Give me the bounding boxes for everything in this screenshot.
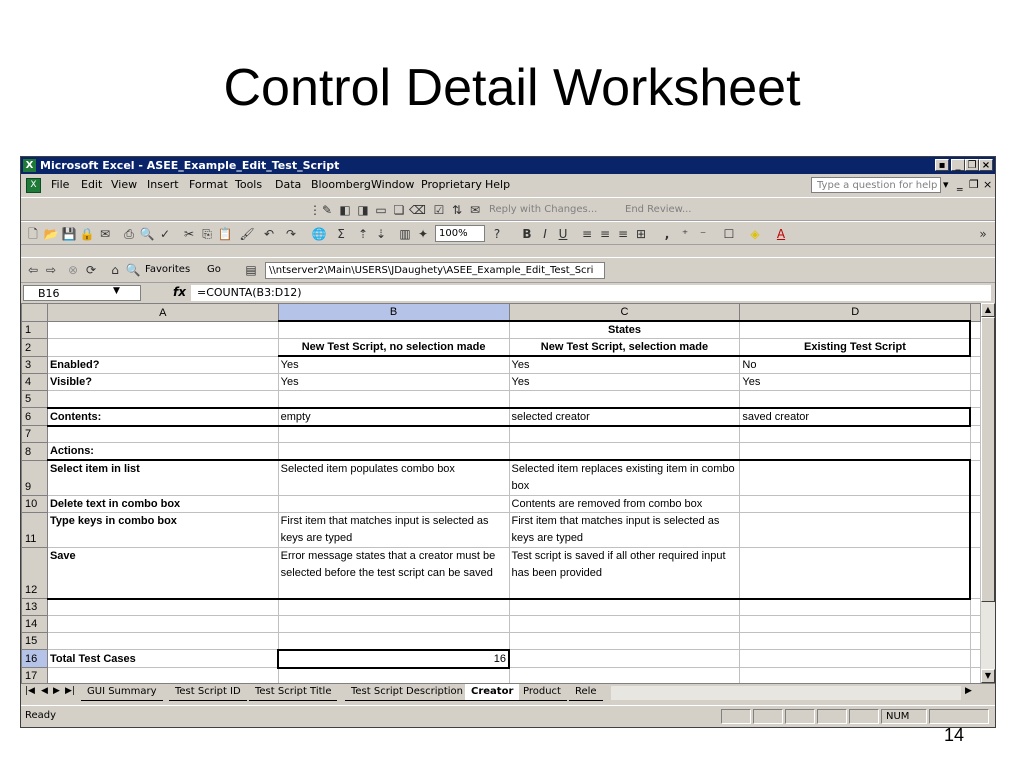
bold-icon[interactable]: B [522, 227, 532, 241]
help-dropdown-icon[interactable]: ▾ [943, 178, 949, 191]
cell-d11[interactable] [740, 513, 971, 548]
cell-e10[interactable] [970, 496, 980, 513]
end-review-button[interactable]: End Review... [625, 204, 692, 215]
cell-c15[interactable] [509, 633, 740, 650]
table-row [22, 391, 981, 408]
cell-c16[interactable] [509, 650, 740, 668]
scroll-down-icon[interactable]: ▼ [981, 669, 995, 683]
name-box[interactable]: B16 [23, 285, 141, 301]
status-indicator-3 [785, 709, 815, 724]
workbook-icon[interactable]: X [26, 178, 41, 193]
cell-a4[interactable]: Visible? [47, 374, 278, 391]
align-left-icon[interactable]: ≡ [581, 227, 593, 241]
cell-c10[interactable]: Contents are removed from combo box [509, 496, 740, 513]
toolbar-options-icon[interactable]: » [979, 227, 987, 241]
open-icon[interactable]: 📂 [43, 227, 59, 241]
minimize-icon[interactable]: _ [951, 159, 965, 171]
cell-e1[interactable] [970, 321, 980, 339]
fill-color-icon[interactable]: ◈ [750, 227, 760, 241]
cell-e13[interactable] [970, 599, 980, 616]
format-painter-icon[interactable]: 🖌 [239, 227, 255, 241]
cell-b3[interactable]: Yes [278, 356, 509, 374]
cell-e11[interactable] [970, 513, 980, 548]
status-indicator-1 [721, 709, 751, 724]
sort-descending-icon[interactable]: ⇣ [375, 227, 387, 241]
row-header[interactable]: 14 [22, 616, 48, 633]
favorites-menu[interactable]: Favorites [145, 264, 191, 275]
table-row [22, 668, 981, 684]
status-indicator-5 [849, 709, 879, 724]
row-header[interactable]: 7 [22, 426, 48, 443]
address-field[interactable]: \\ntserver2\Main\USERS\JDaughety\ASEE_Example_Edit_Test_Scri [265, 262, 605, 279]
help-icon[interactable]: ? [493, 227, 501, 241]
save-icon[interactable]: 💾 [61, 227, 77, 241]
status-indicator-4 [817, 709, 847, 724]
table-row [22, 513, 981, 548]
cell-a14[interactable] [47, 616, 278, 633]
page-number: 14 [944, 725, 965, 745]
column-header-c[interactable]: C [509, 304, 740, 322]
standard-toolbar [21, 221, 995, 245]
cell-d17[interactable] [740, 668, 971, 684]
restore-icon[interactable]: ❐ [965, 159, 979, 171]
forward-icon[interactable]: ⇨ [45, 263, 57, 277]
search-web-icon[interactable]: 🔍 [125, 263, 141, 277]
menu-format[interactable]: Format [189, 178, 228, 191]
cell-c2[interactable]: New Test Script, selection made [509, 339, 740, 357]
cell-b8[interactable] [278, 443, 509, 461]
cell-a17[interactable] [47, 668, 278, 684]
permission-icon[interactable]: 🔒 [79, 227, 95, 241]
menu-insert[interactable]: Insert [147, 178, 179, 191]
menu-file[interactable]: File [51, 178, 70, 191]
toolbar-grip-icon: ⋮ [309, 203, 321, 217]
cell-c9[interactable]: Selected item replaces existing item in combo box [509, 460, 740, 496]
cell-e2[interactable] [970, 339, 980, 357]
cell-a2[interactable] [47, 339, 278, 357]
row-header[interactable]: 17 [22, 668, 48, 684]
cell-b6[interactable]: empty [278, 408, 509, 426]
cell-d8[interactable] [740, 443, 971, 461]
worksheet-grid [21, 303, 981, 683]
next-sheet-icon[interactable]: ▶ [53, 686, 60, 696]
table-row [22, 374, 981, 391]
column-header-b[interactable]: B [278, 304, 509, 322]
undo-icon[interactable]: ↶ [263, 227, 275, 241]
tab-gui-summary[interactable]: GUI Summary [81, 684, 163, 701]
email-icon[interactable]: ✉ [99, 227, 111, 241]
menu-window[interactable]: Window [371, 178, 415, 191]
select-all-corner[interactable] [22, 304, 48, 322]
web-toolbar [21, 257, 995, 283]
cell-b11[interactable]: First item that matches input is selected as keys are typed [278, 513, 509, 548]
cell-c12[interactable]: Test script is saved if all other required input has been provided [509, 548, 740, 599]
excel-app-icon[interactable]: X [23, 159, 36, 172]
new-icon[interactable]: 🗋 [28, 227, 38, 241]
chart-wizard-icon[interactable]: ▥ [399, 227, 411, 241]
track-changes-icon[interactable]: ☑ [433, 203, 445, 217]
close-icon[interactable]: × [979, 159, 993, 171]
slide-title: Control Detail Worksheet [223, 59, 801, 117]
prev-comment-icon[interactable]: ◧ [339, 203, 351, 217]
cell-c11[interactable]: First item that matches input is selected as keys are typed [509, 513, 740, 548]
cell-a15[interactable] [47, 633, 278, 650]
cell-b1[interactable] [278, 321, 509, 339]
menu-view[interactable]: View [111, 178, 138, 191]
print-preview-icon[interactable]: 🔍 [139, 227, 155, 241]
first-sheet-icon[interactable]: |◀ [25, 686, 35, 696]
cell-c8[interactable] [509, 443, 740, 461]
cell-e14[interactable] [970, 616, 980, 633]
new-comment-icon[interactable]: ✎ [321, 203, 333, 217]
show-only-web-toolbar-icon[interactable]: ▤ [245, 263, 257, 277]
table-row [22, 496, 981, 513]
cell-b15[interactable] [278, 633, 509, 650]
cell-e7[interactable] [970, 426, 980, 443]
row-header[interactable]: 11 [22, 513, 48, 548]
scroll-right-icon[interactable]: ▶ [965, 686, 972, 696]
menu-tools[interactable]: Tools [235, 178, 263, 191]
delete-comment-icon[interactable]: ⌫ [409, 203, 426, 217]
cell-c6[interactable]: selected creator [509, 408, 740, 426]
table-row [22, 443, 981, 461]
menu-help[interactable]: Help [485, 178, 511, 191]
align-right-icon[interactable]: ≡ [617, 227, 629, 241]
cell-b14[interactable] [278, 616, 509, 633]
menu-bar [21, 175, 995, 195]
row-header[interactable]: 6 [22, 408, 48, 426]
cell-d4[interactable]: Yes [740, 374, 971, 391]
help-question-input[interactable]: Type a question for help [811, 177, 941, 193]
cell-b10[interactable] [278, 496, 509, 513]
sheet-tab-bar [21, 683, 995, 702]
reply-with-changes-button[interactable]: Reply with Changes... [489, 204, 598, 215]
cell-d9[interactable] [740, 460, 971, 496]
align-center-icon[interactable]: ≡ [599, 227, 611, 241]
cell-a3[interactable]: Enabled? [47, 356, 278, 374]
status-indicator-2 [753, 709, 783, 724]
cell-e5[interactable] [970, 391, 980, 408]
cell-a12[interactable]: Save [47, 548, 278, 599]
cell-a10[interactable]: Delete text in combo box [47, 496, 278, 513]
tab-product[interactable]: Product [517, 684, 567, 701]
cell-e9[interactable] [970, 460, 980, 496]
cell-b16[interactable]: 16 [278, 650, 509, 668]
sheet-table [21, 303, 981, 683]
print-icon[interactable]: ⎙ [124, 227, 134, 241]
table-row [22, 599, 981, 616]
cell-a13[interactable] [47, 599, 278, 616]
table-row [22, 460, 981, 496]
status-ready: Ready [25, 710, 57, 721]
prev-sheet-icon[interactable]: ◀ [41, 686, 48, 696]
cell-b4[interactable]: Yes [278, 374, 509, 391]
row-header[interactable]: 13 [22, 599, 48, 616]
row-header[interactable]: 12 [22, 548, 48, 599]
merge-center-icon[interactable]: ⊞ [635, 227, 647, 241]
back-icon[interactable]: ⇦ [27, 263, 39, 277]
cell-c4[interactable]: Yes [509, 374, 740, 391]
column-header-e[interactable] [970, 304, 980, 322]
menu-bloomberg[interactable]: Bloomberg [311, 178, 371, 191]
drawing-icon[interactable]: ✦ [417, 227, 429, 241]
title-bar [21, 157, 995, 174]
vertical-scrollbar[interactable] [981, 303, 995, 683]
cell-c1[interactable]: States [509, 321, 740, 339]
update-file-icon[interactable]: ⇅ [451, 203, 463, 217]
decrease-decimal-icon[interactable]: ⁻ [699, 227, 707, 241]
cell-e3[interactable] [970, 356, 980, 374]
tab-test-script-title[interactable]: Test Script Title [249, 684, 337, 701]
tab-rele[interactable]: Rele [569, 684, 603, 701]
borders-icon[interactable]: ☐ [723, 227, 735, 241]
paste-icon[interactable]: 📋 [217, 227, 233, 241]
cell-d1[interactable] [740, 321, 971, 339]
autosum-icon[interactable]: Σ [337, 227, 345, 241]
cell-d5[interactable] [740, 391, 971, 408]
cell-a5[interactable] [47, 391, 278, 408]
cell-b2[interactable]: New Test Script, no selection made [278, 339, 509, 357]
show-all-comments-icon[interactable]: ❏ [393, 203, 405, 217]
status-num-lock: NUM [881, 709, 927, 724]
cell-d15[interactable] [740, 633, 971, 650]
cell-c3[interactable]: Yes [509, 356, 740, 374]
cut-icon[interactable]: ✂ [183, 227, 195, 241]
cell-b9[interactable]: Selected item populates combo box [278, 460, 509, 496]
table-row [22, 650, 981, 668]
menu-data[interactable]: Data [275, 178, 302, 191]
cell-c14[interactable] [509, 616, 740, 633]
menu-edit[interactable]: Edit [81, 178, 103, 191]
show-comment-icon[interactable]: ▭ [375, 203, 387, 217]
increase-decimal-icon[interactable]: ⁺ [681, 227, 689, 241]
row-header[interactable]: 9 [22, 460, 48, 496]
cell-a9[interactable]: Select item in list [47, 460, 278, 496]
cell-d2[interactable]: Existing Test Script [740, 339, 971, 357]
formula-bar [21, 283, 995, 303]
cell-a1[interactable] [47, 321, 278, 339]
table-row [22, 548, 981, 599]
go-menu[interactable]: Go [207, 264, 221, 275]
refresh-icon[interactable]: ⟳ [85, 263, 97, 277]
redo-icon[interactable]: ↷ [285, 227, 297, 241]
cell-c17[interactable] [509, 668, 740, 684]
row-header[interactable]: 16 [22, 650, 48, 668]
stop-icon[interactable]: ⊗ [67, 263, 79, 277]
cell-b13[interactable] [278, 599, 509, 616]
cell-a8[interactable]: Actions: [47, 443, 278, 461]
status-bar [21, 705, 995, 728]
cell-e12[interactable] [970, 548, 980, 599]
copy-icon[interactable]: ⎘ [202, 227, 212, 241]
row-header[interactable]: 4 [22, 374, 48, 391]
cell-b5[interactable] [278, 391, 509, 408]
reviewing-toolbar [21, 197, 995, 221]
name-box-dropdown-icon[interactable]: ▼ [113, 286, 120, 296]
fx-icon[interactable]: fx [173, 285, 186, 299]
sort-ascending-icon[interactable]: ⇡ [357, 227, 369, 241]
cell-e4[interactable] [970, 374, 980, 391]
cell-e8[interactable] [970, 443, 980, 461]
comma-style-icon[interactable]: , [664, 227, 670, 241]
cell-d10[interactable] [740, 496, 971, 513]
cell-d6[interactable]: saved creator [740, 408, 971, 426]
cell-d3[interactable]: No [740, 356, 971, 374]
tab-creator[interactable]: Creator [465, 684, 519, 701]
cell-c13[interactable] [509, 599, 740, 616]
cell-d7[interactable] [740, 426, 971, 443]
table-row [22, 426, 981, 443]
table-row [22, 633, 981, 650]
cell-b12[interactable]: Error message states that a creator must be selected before the test script can be saved [278, 548, 509, 599]
row-header[interactable]: 2 [22, 339, 48, 357]
cell-d16[interactable] [740, 650, 971, 668]
table-row [22, 616, 981, 633]
spelling-icon[interactable]: ✓ [159, 227, 171, 241]
status-indicator-6 [929, 709, 989, 724]
table-row [22, 356, 981, 374]
font-color-icon[interactable]: A [776, 227, 786, 241]
horizontal-scrollbar[interactable] [611, 686, 961, 700]
column-header-a[interactable]: A [47, 304, 278, 322]
cell-e16[interactable] [970, 650, 980, 668]
tab-test-script-id[interactable]: Test Script ID [169, 684, 247, 701]
scroll-up-icon[interactable]: ▲ [981, 303, 995, 317]
last-sheet-icon[interactable]: ▶| [65, 686, 75, 696]
zoom-select[interactable]: 100% [435, 225, 485, 242]
excel-window [20, 156, 996, 728]
cell-a7[interactable] [47, 426, 278, 443]
cell-b7[interactable] [278, 426, 509, 443]
row-header[interactable]: 1 [22, 321, 48, 339]
cell-e6[interactable] [970, 408, 980, 426]
cell-d12[interactable] [740, 548, 971, 599]
row-header[interactable]: 10 [22, 496, 48, 513]
italic-icon[interactable]: I [543, 227, 547, 241]
window-title: Microsoft Excel - ASEE_Example_Edit_Test_Script [40, 159, 340, 172]
row-header[interactable]: 15 [22, 633, 48, 650]
cell-c7[interactable] [509, 426, 740, 443]
table-row [22, 321, 981, 339]
formula-input[interactable]: =COUNTA(B3:D12) [191, 285, 991, 301]
doc-restore-icon[interactable]: ❐ [969, 178, 979, 191]
underline-icon[interactable]: U [558, 227, 568, 241]
menu-proprietary[interactable]: Proprietary [421, 178, 482, 191]
cell-d13[interactable] [740, 599, 971, 616]
row-header[interactable]: 5 [22, 391, 48, 408]
doc-minimize-icon[interactable]: ‗ [957, 178, 963, 191]
column-header-d[interactable]: D [740, 304, 971, 322]
cell-a6[interactable]: Contents: [47, 408, 278, 426]
cell-e17[interactable] [970, 668, 980, 684]
cell-a11[interactable]: Type keys in combo box [47, 513, 278, 548]
doc-close-icon[interactable]: × [983, 178, 993, 191]
tab-test-script-description[interactable]: Test Script Description [345, 684, 469, 701]
table-row [22, 408, 981, 426]
cell-d14[interactable] [740, 616, 971, 633]
home-icon[interactable]: ⌂ [111, 263, 119, 277]
scroll-thumb[interactable] [981, 317, 995, 602]
row-header[interactable]: 3 [22, 356, 48, 374]
table-row [22, 339, 981, 357]
help-restore-icon[interactable]: ▪ [935, 159, 949, 171]
send-mail-icon[interactable]: ✉ [469, 203, 481, 217]
cell-a16[interactable]: Total Test Cases [47, 650, 278, 668]
cell-c5[interactable] [509, 391, 740, 408]
row-header[interactable]: 8 [22, 443, 48, 461]
hyperlink-icon[interactable]: 🌐 [311, 227, 327, 241]
cell-e15[interactable] [970, 633, 980, 650]
next-comment-icon[interactable]: ◨ [357, 203, 369, 217]
cell-b17[interactable] [278, 668, 509, 684]
